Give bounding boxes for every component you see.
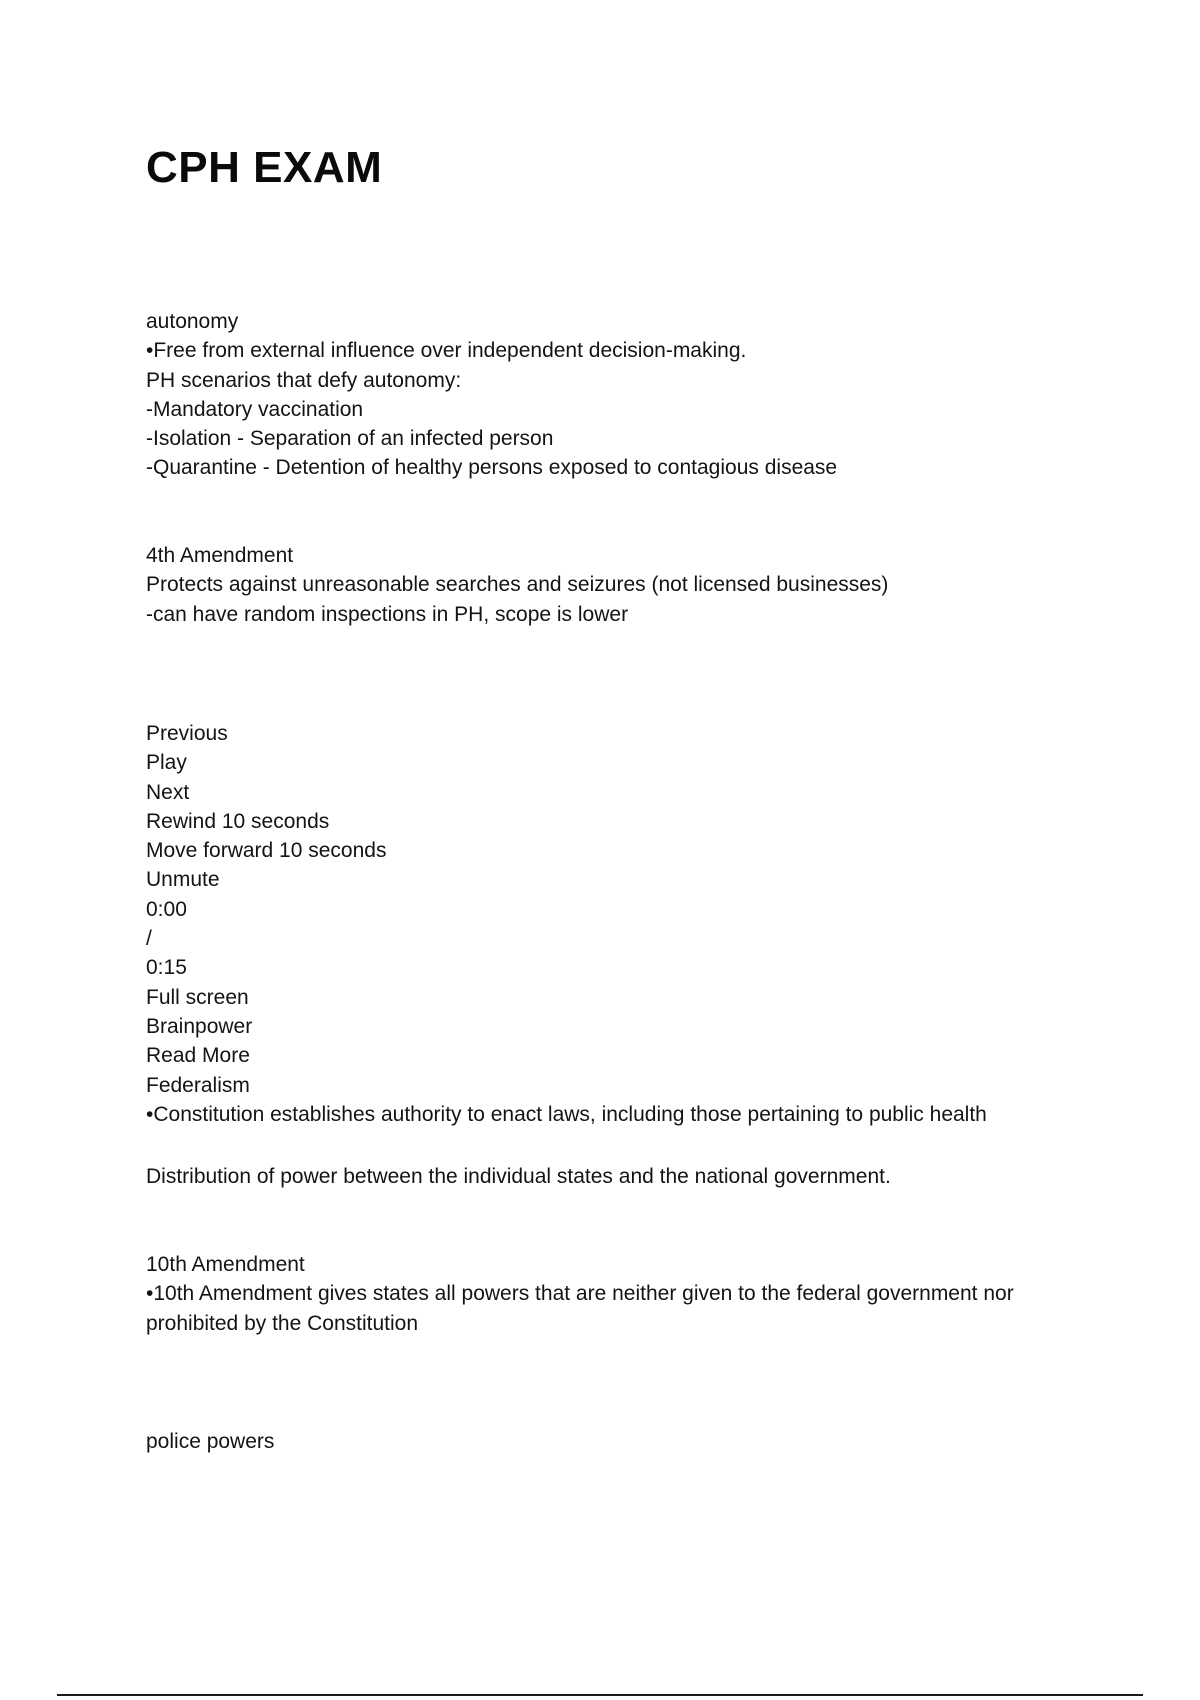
card-definition: Protects against unreasonable searches and seizures (not licensed businesses) xyxy=(146,573,889,597)
next-button[interactable]: Next xyxy=(146,780,190,804)
list-item: -Quarantine - Detention of healthy persons exposed to contagious disease xyxy=(146,456,838,480)
current-time: 0:00 xyxy=(146,897,187,921)
previous-button[interactable]: Previous xyxy=(146,722,228,745)
brand-label: Brainpower xyxy=(146,1014,253,1038)
list-item: -Isolation - Separation of an infected person xyxy=(146,427,554,451)
duration: 0:15 xyxy=(146,956,187,980)
flashcard-4th-amendment xyxy=(146,541,1086,629)
card-intro: PH scenarios that defy autonomy: xyxy=(146,368,462,392)
card-definition: Distribution of power between the individual states and the national government. xyxy=(146,1165,891,1188)
page-title: CPH EXAM xyxy=(146,143,383,192)
flashcard-10th-amendment xyxy=(146,1250,1086,1338)
card-term: 4th Amendment xyxy=(146,544,294,567)
forward-button[interactable]: Move forward 10 seconds xyxy=(146,839,387,863)
fullscreen-button[interactable]: Full screen xyxy=(146,985,249,1009)
unmute-button[interactable]: Unmute xyxy=(146,868,220,892)
list-item: -Mandatory vaccination xyxy=(146,397,364,421)
flashcard-police-powers xyxy=(146,1427,1086,1456)
card-term: 10th Amendment xyxy=(146,1253,305,1276)
card-term: Federalism xyxy=(146,1073,250,1097)
card-note: -can have random inspections in PH, scope is lower xyxy=(146,602,629,626)
flashcard-autonomy xyxy=(146,307,1086,483)
card-definition: •Constitution establishes authority to enact laws, including those pertaining to public health xyxy=(146,1102,987,1126)
card-term: autonomy xyxy=(146,310,239,333)
footer-divider xyxy=(57,1694,1143,1696)
card-definition: •Free from external influence over independent decision-making. xyxy=(146,339,747,363)
play-button[interactable]: Play xyxy=(146,751,187,775)
card-definition: •10th Amendment gives states all powers that are neither given to the federal government nor prohibited by the Constitution xyxy=(146,1282,1014,1335)
read-more-link[interactable]: Read More xyxy=(146,1044,250,1068)
time-separator: / xyxy=(146,927,152,951)
card-term: police powers xyxy=(146,1430,275,1453)
flashcard-distribution xyxy=(146,1162,1086,1191)
media-player-text xyxy=(146,719,1086,1129)
rewind-button[interactable]: Rewind 10 seconds xyxy=(146,809,330,833)
